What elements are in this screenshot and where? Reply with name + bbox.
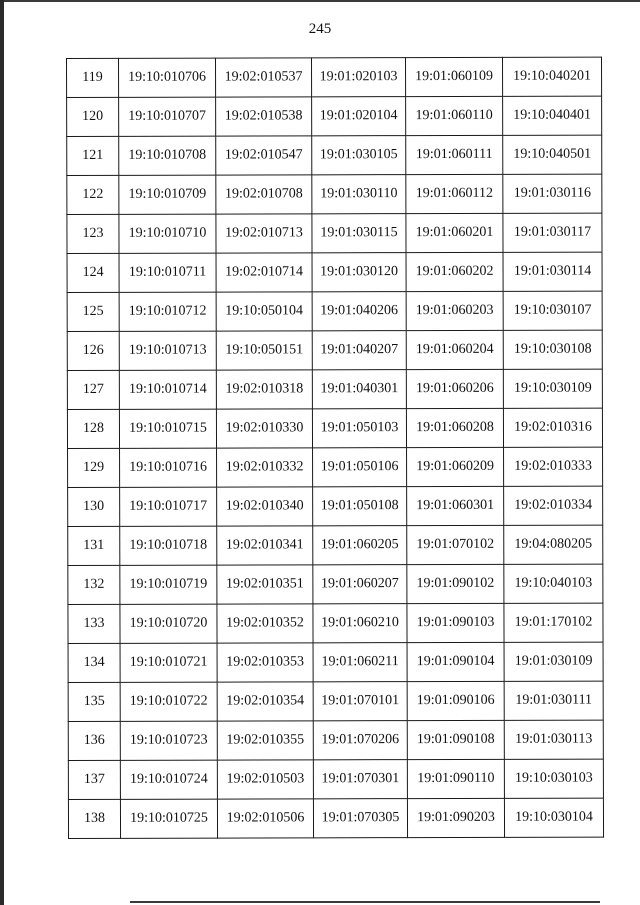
- code-cell: 19:10:010717: [120, 487, 217, 526]
- code-cell: 19:10:010710: [119, 214, 216, 253]
- row-number-cell: 120: [67, 97, 119, 136]
- code-cell: 19:10:050104: [216, 292, 312, 331]
- code-cell: 19:01:060110: [406, 96, 503, 135]
- code-cell: 19:02:010341: [217, 526, 313, 565]
- code-cell: 19:01:090203: [407, 798, 504, 837]
- code-cell: 19:02:010340: [217, 487, 313, 526]
- code-cell: 19:01:050106: [313, 448, 407, 487]
- code-cell: 19:01:060112: [406, 174, 503, 213]
- code-cell: 19:02:010537: [216, 58, 312, 97]
- row-number-cell: 124: [67, 253, 119, 292]
- table-row: [68, 720, 603, 760]
- code-cell: 19:10:010708: [119, 136, 216, 175]
- code-cell: 19:10:010716: [120, 448, 217, 487]
- row-number-cell: 125: [67, 292, 119, 331]
- code-cell: 19:01:030110: [312, 175, 406, 214]
- row-number-cell: 134: [68, 643, 120, 682]
- table-row: [68, 447, 603, 487]
- code-cell: 19:01:060206: [406, 369, 503, 408]
- code-cell: 19:02:010354: [217, 682, 313, 721]
- row-number-cell: 138: [68, 799, 120, 838]
- page-number: 245: [308, 21, 332, 37]
- code-cell: 19:01:060205: [313, 526, 407, 565]
- code-cell: 19:02:010353: [217, 643, 313, 682]
- row-number-cell: 130: [68, 487, 120, 526]
- row-number-cell: 128: [67, 409, 119, 448]
- code-cell: 19:01:030114: [503, 252, 602, 291]
- code-cell: 19:02:010708: [216, 175, 312, 214]
- code-cell: 19:01:060210: [313, 604, 407, 643]
- row-number-cell: 121: [67, 136, 119, 175]
- code-cell: 19:01:040207: [312, 331, 406, 370]
- table-row: [68, 564, 603, 604]
- code-cell: 19:01:070305: [313, 799, 407, 838]
- code-cell: 19:01:030113: [504, 720, 603, 759]
- cadastral-codes-table: [66, 57, 604, 839]
- code-cell: 19:01:030116: [503, 174, 602, 213]
- code-cell: 19:10:030109: [503, 369, 602, 408]
- code-cell: 19:02:010547: [216, 136, 312, 175]
- code-cell: 19:02:010538: [216, 97, 312, 136]
- code-cell: 19:01:070102: [407, 525, 504, 564]
- table-row: [67, 96, 602, 136]
- code-cell: 19:01:030109: [504, 642, 603, 681]
- code-cell: 19:02:010714: [216, 253, 312, 292]
- code-cell: 19:10:040501: [503, 135, 602, 174]
- code-cell: 19:10:010719: [120, 565, 217, 604]
- code-cell: 19:10:010706: [119, 58, 216, 97]
- table-row: [68, 642, 603, 682]
- row-number-cell: 135: [68, 682, 120, 721]
- code-cell: 19:10:010718: [120, 526, 217, 565]
- code-cell: 19:01:030117: [503, 213, 602, 252]
- table-row: [67, 408, 602, 448]
- code-cell: 19:10:010707: [119, 97, 216, 136]
- code-cell: 19:10:010715: [119, 409, 216, 448]
- table-row: [68, 798, 603, 838]
- table-row: [67, 291, 602, 331]
- code-cell: 19:02:010503: [217, 760, 313, 799]
- code-cell: 19:01:090102: [407, 564, 504, 603]
- table-row: [67, 213, 602, 253]
- table-row: [68, 603, 603, 643]
- code-cell: 19:01:040206: [312, 292, 406, 331]
- code-cell: 19:01:060201: [406, 213, 503, 252]
- table-row: [67, 369, 602, 409]
- code-cell: 19:10:010724: [120, 760, 217, 799]
- code-cell: 19:10:040401: [503, 96, 602, 135]
- row-number-cell: 132: [68, 565, 120, 604]
- code-cell: 19:10:010709: [119, 175, 216, 214]
- row-number-cell: 126: [67, 331, 119, 370]
- code-cell: 19:01:060204: [406, 330, 503, 369]
- table-row: [68, 759, 603, 799]
- code-cell: 19:10:010720: [120, 604, 217, 643]
- scan-edge-left: [0, 0, 4, 905]
- code-cell: 19:02:010333: [504, 447, 603, 486]
- code-cell: 19:10:040201: [502, 57, 601, 96]
- code-cell: 19:10:030107: [503, 291, 602, 330]
- code-cell: 19:02:010316: [503, 408, 602, 447]
- code-cell: 19:01:060208: [406, 408, 503, 447]
- code-cell: 19:01:060109: [406, 57, 503, 96]
- code-cell: 19:10:030103: [504, 759, 603, 798]
- code-cell: 19:01:090106: [407, 681, 504, 720]
- code-cell: 19:02:010713: [216, 214, 312, 253]
- row-number-cell: 127: [67, 370, 119, 409]
- code-cell: 19:01:090108: [407, 720, 504, 759]
- code-cell: 19:10:050151: [216, 331, 312, 370]
- code-cell: 19:01:060211: [313, 643, 407, 682]
- code-cell: 19:01:060203: [406, 291, 503, 330]
- table-row: [67, 174, 602, 214]
- row-number-cell: 122: [67, 175, 119, 214]
- code-cell: 19:10:010723: [120, 721, 217, 760]
- row-number-cell: 131: [68, 526, 120, 565]
- code-cell: 19:02:010352: [217, 604, 313, 643]
- code-cell: 19:02:010355: [217, 721, 313, 760]
- code-cell: 19:10:010721: [120, 643, 217, 682]
- table-row: [67, 135, 602, 175]
- code-cell: 19:10:010711: [119, 253, 216, 292]
- code-cell: 19:10:040103: [504, 564, 603, 603]
- code-cell: 19:01:020104: [312, 97, 406, 136]
- code-cell: 19:10:010722: [120, 682, 217, 721]
- code-cell: 19:02:010318: [216, 370, 312, 409]
- code-cell: 19:01:030120: [312, 253, 406, 292]
- code-cell: 19:01:060202: [406, 252, 503, 291]
- code-cell: 19:01:090110: [407, 759, 504, 798]
- scan-edge-top: [0, 0, 640, 2]
- code-cell: 19:02:010332: [217, 448, 313, 487]
- code-cell: 19:04:080205: [504, 525, 603, 564]
- table-row: [67, 252, 602, 292]
- row-number-cell: 133: [68, 604, 120, 643]
- code-cell: 19:01:070206: [313, 721, 407, 760]
- code-cell: 19:01:020103: [312, 58, 406, 97]
- row-number-cell: 123: [67, 214, 119, 253]
- code-cell: 19:01:090104: [407, 642, 504, 681]
- code-cell: 19:01:090103: [407, 603, 504, 642]
- row-number-cell: 119: [67, 58, 119, 97]
- table-row: [68, 681, 603, 721]
- code-cell: 19:01:050108: [313, 487, 407, 526]
- code-cell: 19:02:010330: [216, 409, 312, 448]
- code-cell: 19:01:030115: [312, 214, 406, 253]
- code-cell: 19:01:060207: [313, 565, 407, 604]
- table-row: [68, 525, 603, 565]
- code-cell: 19:02:010506: [217, 799, 313, 838]
- table-row: [68, 486, 603, 526]
- code-cell: 19:01:070101: [313, 682, 407, 721]
- code-cell: 19:01:040301: [312, 370, 406, 409]
- table-body: [67, 57, 604, 838]
- code-cell: 19:01:070301: [313, 760, 407, 799]
- table-row: [67, 330, 602, 370]
- row-number-cell: 137: [68, 760, 120, 799]
- code-cell: 19:10:030104: [504, 798, 603, 837]
- code-cell: 19:10:010712: [119, 292, 216, 331]
- row-number-cell: 129: [68, 448, 120, 487]
- code-cell: 19:02:010334: [504, 486, 603, 525]
- scan-edge-bottom: [130, 901, 600, 903]
- code-cell: 19:10:010714: [119, 370, 216, 409]
- code-cell: 19:01:050103: [312, 409, 406, 448]
- table-row: [67, 57, 602, 97]
- code-cell: 19:10:030108: [503, 330, 602, 369]
- code-cell: 19:01:060209: [407, 447, 504, 486]
- code-cell: 19:01:060111: [406, 135, 503, 174]
- code-cell: 19:01:030105: [312, 136, 406, 175]
- code-cell: 19:10:010725: [120, 799, 217, 838]
- code-cell: 19:01:030111: [504, 681, 603, 720]
- code-cell: 19:02:010351: [217, 565, 313, 604]
- code-cell: 19:10:010713: [119, 331, 216, 370]
- code-cell: 19:01:060301: [407, 486, 504, 525]
- code-cell: 19:01:170102: [504, 603, 603, 642]
- row-number-cell: 136: [68, 721, 120, 760]
